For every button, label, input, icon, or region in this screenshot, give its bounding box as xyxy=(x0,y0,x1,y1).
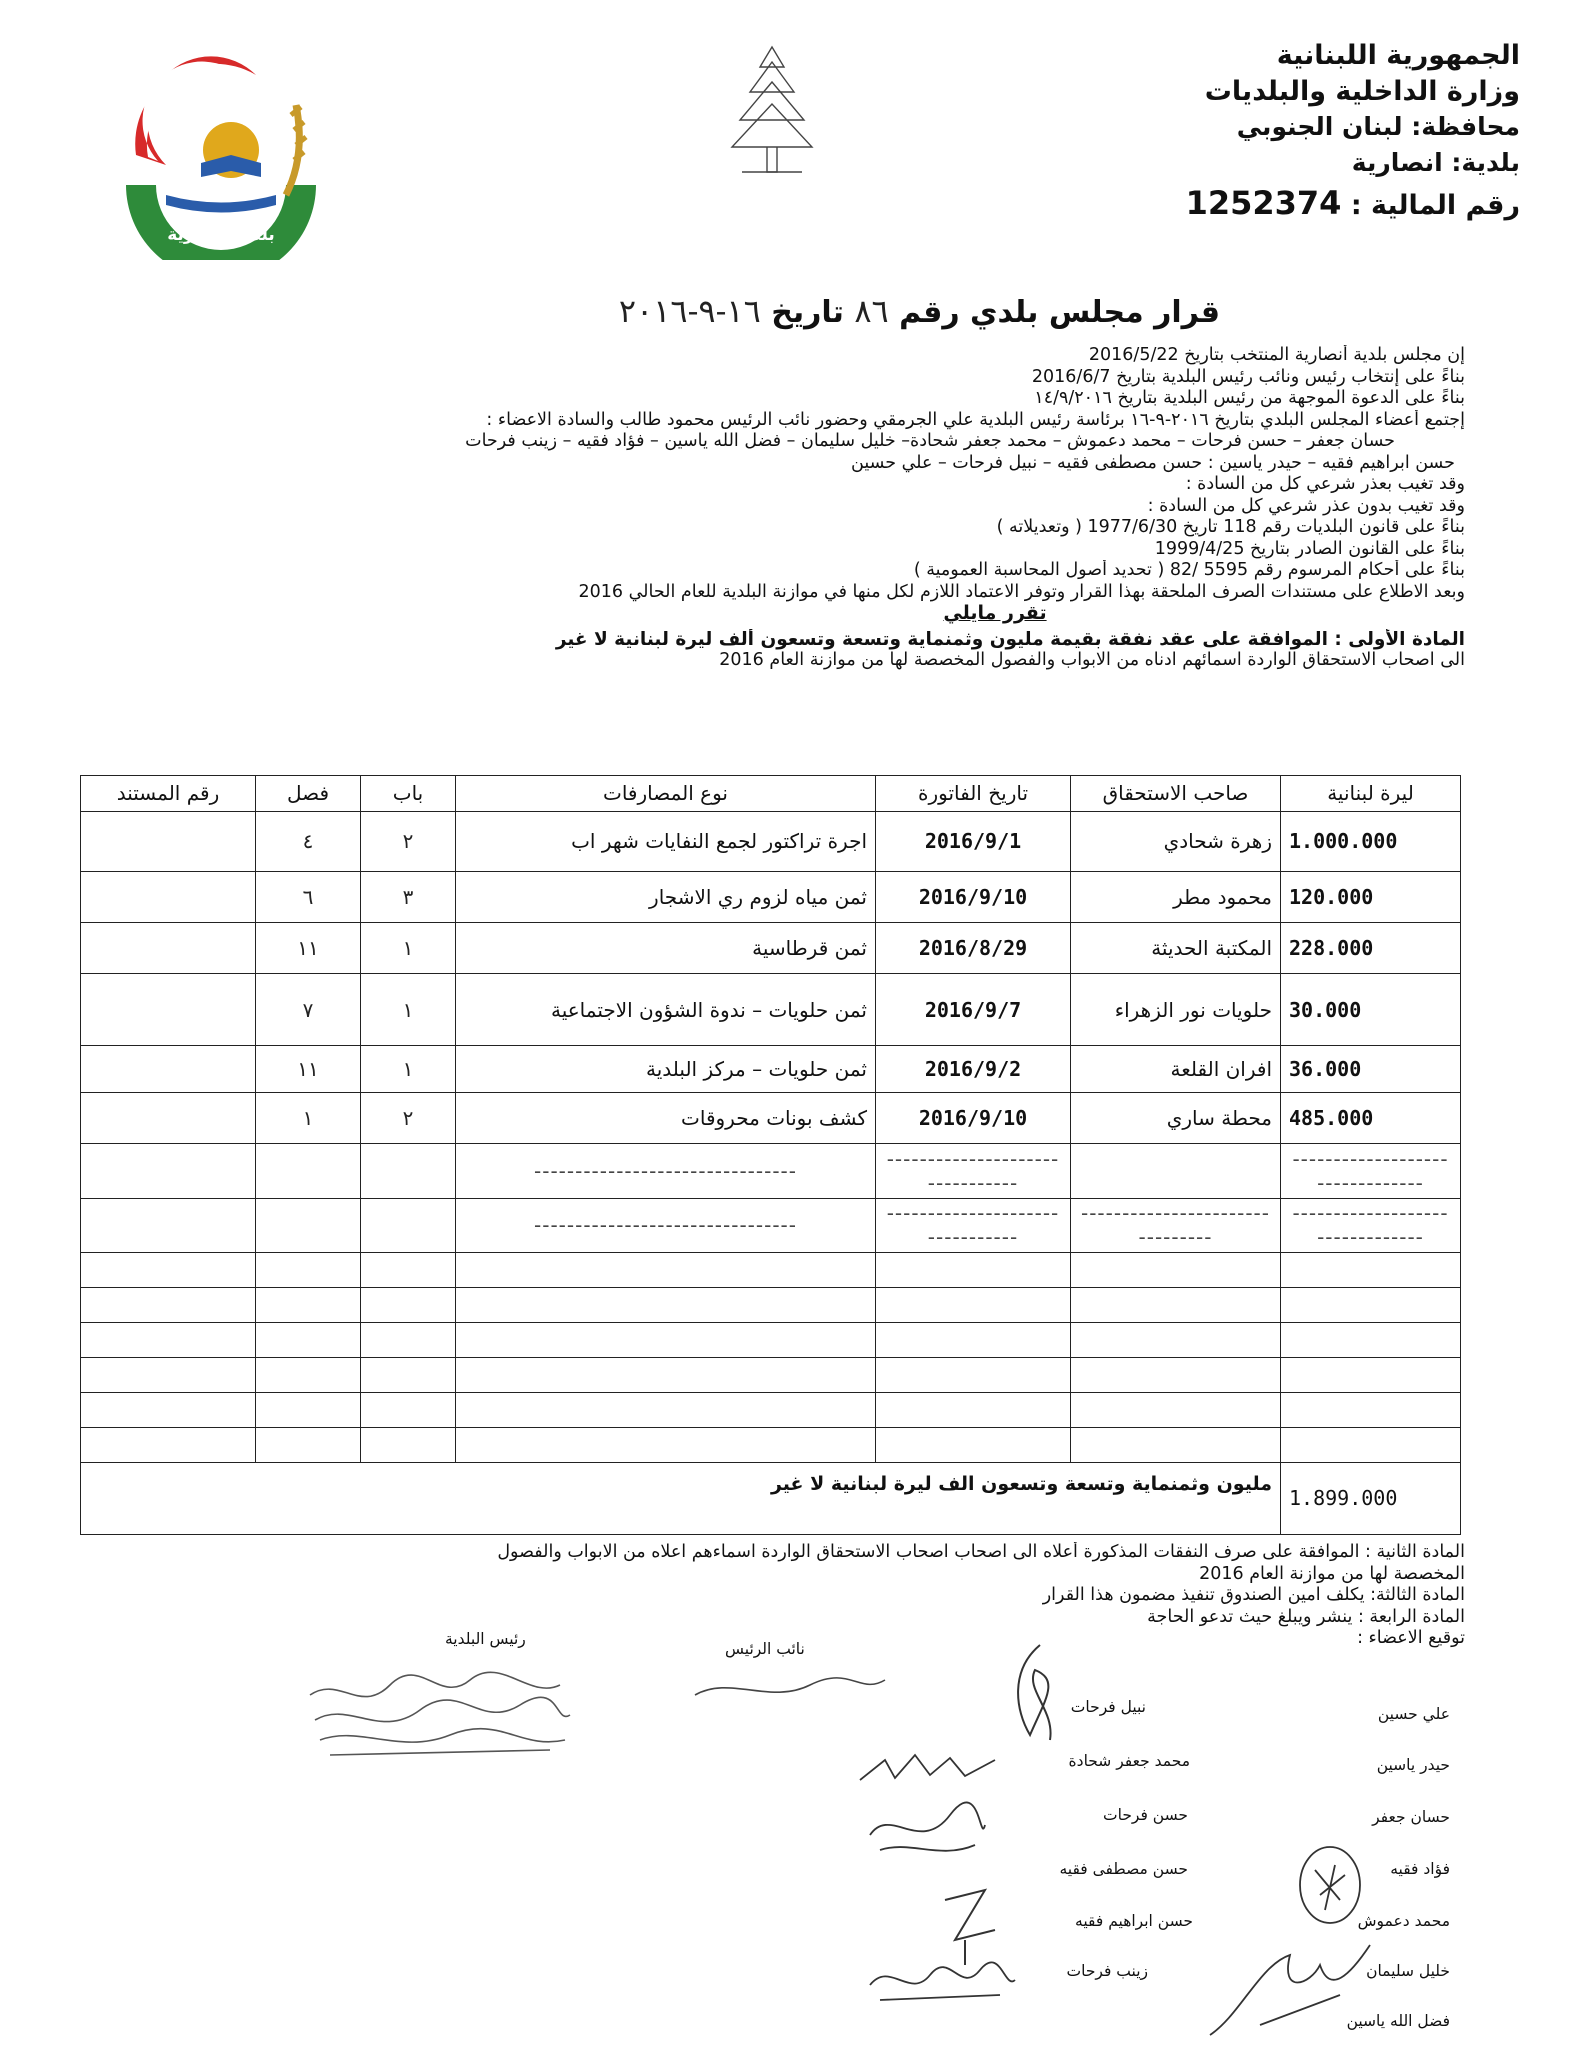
member-name: علي حسين xyxy=(1377,1705,1450,1723)
row-section: ١١ xyxy=(256,1046,361,1092)
row-document-no xyxy=(81,1046,256,1092)
mayor-signature xyxy=(300,1655,580,1775)
header-document-no: رقم المستند xyxy=(81,776,256,812)
municipality-name: بلدية: انصارية xyxy=(1351,148,1520,177)
finance-label: رقم المالية : xyxy=(1350,190,1520,221)
table-row xyxy=(81,1092,1461,1143)
empty-cell xyxy=(361,1198,456,1253)
municipality-logo xyxy=(106,45,336,260)
row-beneficiary: زهرة شحادي xyxy=(1071,811,1281,871)
preamble-line: بناءً على قانون البلديات رقم 118 تاريخ 1977/6/30 ( وتعديلاته ) xyxy=(996,517,1465,537)
preamble-line: بناءً على إنتخاب رئيس ونائب رئيس البلدية بتاريخ 2016/6/7 xyxy=(1031,366,1465,387)
expense-table xyxy=(80,775,1461,1535)
row-expense-type: ثمن قرطاسية xyxy=(456,923,876,974)
member-signature xyxy=(860,1950,1020,2010)
governorate-name: محافظة: لبنان الجنوبي xyxy=(1236,112,1520,141)
row-expense-type: ثمن مياه لزوم ري الاشجار xyxy=(456,871,876,922)
ministry-name: وزارة الداخلية والبلديات xyxy=(1204,76,1520,107)
table-row xyxy=(81,923,1461,974)
row-beneficiary: حلويات نور الزهراء xyxy=(1071,974,1281,1046)
member-name: زينب فرحات xyxy=(1066,1962,1148,1980)
title-date-label: تاريخ xyxy=(771,295,844,330)
row-chapter: ١ xyxy=(361,923,456,974)
preamble-line: بناءً على أحكام المرسوم رقم 5595 /82 ( تحديد أصول المحاسبة العمومية ) xyxy=(913,560,1465,580)
member-name: حيدر ياسين xyxy=(1376,1756,1450,1774)
row-section: ٤ xyxy=(256,811,361,871)
article-two-line: المخصصة لها من موازنة العام 2016 xyxy=(1199,1563,1465,1584)
placeholder-cell: -------------------------------- xyxy=(456,1144,876,1199)
row-document-no xyxy=(81,923,256,974)
table-row xyxy=(81,871,1461,922)
empty-cell xyxy=(81,1144,256,1199)
logo-emblem-icon xyxy=(106,45,336,260)
member-name: نبيل فرحات xyxy=(1070,1698,1146,1716)
placeholder-cell: -------------------------------- xyxy=(1281,1144,1461,1199)
members-signature-label: توقيع الاعضاء : xyxy=(1357,1628,1465,1648)
finance-number: 1252374 xyxy=(1185,184,1342,222)
row-document-no xyxy=(81,871,256,922)
header-block xyxy=(1185,40,1520,224)
preamble-line: حسن ابراهيم فقيه – حيدر ياسين : حسن مصطفى فقيه – نبيل فرحات – علي حسين xyxy=(851,452,1455,473)
title-number-handwritten: ٨٦ xyxy=(854,292,889,330)
row-document-no xyxy=(81,811,256,871)
table-row-empty xyxy=(81,1392,1461,1427)
preamble-line: وبعد الاطلاع على مستندات الصرف الملحقة بهذا القرار وتوفر الاعتماد اللازم لكل منها في موازنة البلدية للعام الحالي 2016 xyxy=(578,581,1465,602)
member-name: حسن ابراهيم فقيه xyxy=(1075,1912,1193,1930)
table-row-empty xyxy=(81,1323,1461,1358)
row-amount: 30.000 xyxy=(1281,974,1461,1046)
empty-cell xyxy=(81,1198,256,1253)
header-amount: ليرة لبنانية xyxy=(1281,776,1461,812)
row-expense-type: كشف بونات محروقات xyxy=(456,1092,876,1143)
total-in-words: مليون وثمنماية وتسعة وتسعون الف ليرة لبنانية لا غير xyxy=(81,1462,1281,1534)
row-beneficiary: محمود مطر xyxy=(1071,871,1281,922)
row-invoice-date: 2016/9/10 xyxy=(876,871,1071,922)
preamble-line: إجتمع أعضاء المجلس البلدي بتاريخ ٢٠١٦-٩-١٦ برئاسة رئيس البلدية علي الجرمقي وحضور نائب الرئيس محمود طالب والسادة الاعضاء : xyxy=(486,409,1465,430)
table-row xyxy=(81,811,1461,871)
preamble xyxy=(165,345,1465,672)
preamble-line: حسان جعفر – حسن فرحات – محمد دعموش – محمد جعفر شحادة– خليل سليمان – فضل الله ياسين – فؤاد فقيه – زينب فرحات xyxy=(465,431,1395,451)
placeholder-cell: -------------------------------- xyxy=(1071,1198,1281,1253)
member-signature xyxy=(1290,1840,1370,1930)
article-two-line: المادة الثانية : الموافقة على صرف النفقات المذكورة أعلاه الى اصحاب اصحاب الاستحقاق الواردة اسماءهم اعلاه من الابواب والفصول xyxy=(497,1542,1465,1562)
member-name: حسن فرحات xyxy=(1103,1806,1188,1824)
row-amount: 485.000 xyxy=(1281,1092,1461,1143)
row-beneficiary: محطة ساري xyxy=(1071,1092,1281,1143)
member-name: خليل سليمان xyxy=(1366,1962,1450,1980)
row-amount: 228.000 xyxy=(1281,923,1461,974)
member-name: فضل الله ياسين xyxy=(1346,2012,1450,2030)
member-signature xyxy=(860,1795,990,1865)
member-name: حسن مصطفى فقيه xyxy=(1059,1860,1188,1878)
cedar-emblem xyxy=(722,42,822,177)
member-name: فؤاد فقيه xyxy=(1390,1860,1450,1878)
article-three-line: المادة الثالثة: يكلف امين الصندوق تنفيذ مضمون هذا القرار xyxy=(1042,1585,1465,1605)
mayor-label: رئيس البلدية xyxy=(445,1630,526,1648)
row-expense-type: ثمن حلويات – مركز البلدية xyxy=(456,1046,876,1092)
preamble-line: إن مجلس بلدية أنصارية المنتخب بتاريخ 2016/5/22 xyxy=(1088,345,1465,365)
article-one-line: الى اصحاب الاستحقاق الواردة اسمائهم ادناه من الابواب والفصول المخصصة لها من موازنة العام 2016 xyxy=(719,650,1465,670)
row-expense-type: ثمن حلويات – ندوة الشؤون الاجتماعية xyxy=(456,974,876,1046)
row-chapter: ٢ xyxy=(361,1092,456,1143)
row-amount: 1.000.000 xyxy=(1281,811,1461,871)
header-expense-type: نوع المصارفات xyxy=(456,776,876,812)
empty-cell xyxy=(1071,1144,1281,1199)
svg-text:بلدية أنصارية: بلدية أنصارية xyxy=(167,225,275,245)
table-row-empty xyxy=(81,1288,1461,1323)
preamble-line: بناءً على القانون الصادر بتاريخ 1999/4/25 xyxy=(1154,538,1465,559)
preamble-line: وقد تغيب بدون عذر شرعي كل من السادة : xyxy=(1147,495,1465,516)
table-row-empty xyxy=(81,1427,1461,1462)
row-amount: 36.000 xyxy=(1281,1046,1461,1092)
member-signature xyxy=(1200,1935,1380,2045)
finance-number-line xyxy=(1185,184,1520,224)
decision-heading: تقرر مايلي xyxy=(943,603,1047,624)
deputy-label: نائب الرئيس xyxy=(725,1640,805,1658)
placeholder-cell: -------------------------------- xyxy=(1281,1198,1461,1253)
row-section: ٦ xyxy=(256,871,361,922)
row-chapter: ١ xyxy=(361,974,456,1046)
republic-name: الجمهورية اللبنانية xyxy=(1276,40,1520,71)
member-signature xyxy=(855,1740,1005,1790)
header-invoice-date: تاريخ الفاتورة xyxy=(876,776,1071,812)
article-one-line: المادة الأولى : الموافقة على عقد نفقة بقيمة مليون وثمنماية وتسعة وتسعون ألف ليرة لبنانية لا غير xyxy=(555,628,1465,650)
member-signature xyxy=(1000,1640,1070,1750)
decision-title xyxy=(460,292,1220,330)
table-header-row xyxy=(81,776,1461,812)
placeholder-cell: -------------------------------- xyxy=(876,1198,1071,1253)
row-section: ١ xyxy=(256,1092,361,1143)
header-chapter: باب xyxy=(361,776,456,812)
row-invoice-date: 2016/9/10 xyxy=(876,1092,1071,1143)
row-beneficiary: افران القلعة xyxy=(1071,1046,1281,1092)
empty-cell xyxy=(361,1144,456,1199)
row-section: ٧ xyxy=(256,974,361,1046)
table-row xyxy=(81,974,1461,1046)
title-printed: قرار مجلس بلدي رقم xyxy=(899,295,1220,330)
header-section: فصل xyxy=(256,776,361,812)
row-chapter: ٣ xyxy=(361,871,456,922)
title-date-handwritten: ١٦-٩-٢٠١٦ xyxy=(618,292,761,330)
row-chapter: ٢ xyxy=(361,811,456,871)
row-section: ١١ xyxy=(256,923,361,974)
row-document-no xyxy=(81,1092,256,1143)
row-invoice-date: 2016/9/1 xyxy=(876,811,1071,871)
member-name: محمد جعفر شحادة xyxy=(1068,1752,1190,1770)
placeholder-cell: -------------------------------- xyxy=(876,1144,1071,1199)
table-row xyxy=(81,1046,1461,1092)
article-four-line: المادة الرابعة : ينشر ويبلغ حيث تدعو الحاجة xyxy=(1147,1606,1465,1627)
table-row-empty xyxy=(81,1253,1461,1288)
member-name: حسان جعفر xyxy=(1372,1808,1450,1826)
row-amount: 120.000 xyxy=(1281,871,1461,922)
row-beneficiary: المكتبة الحديثة xyxy=(1071,923,1281,974)
table-row-placeholder xyxy=(81,1144,1461,1199)
total-amount: 1.899.000 xyxy=(1281,1462,1461,1534)
header-beneficiary: صاحب الاستحقاق xyxy=(1071,776,1281,812)
placeholder-cell: -------------------------------- xyxy=(456,1198,876,1253)
row-invoice-date: 2016/8/29 xyxy=(876,923,1071,974)
closing-articles xyxy=(165,1542,1465,1650)
row-invoice-date: 2016/9/2 xyxy=(876,1046,1071,1092)
preamble-line: بناءً على الدعوة الموجهة من رئيس البلدية بتاريخ ١٤/٩/٢٠١٦ xyxy=(1034,388,1465,408)
member-name: محمد دعموش xyxy=(1357,1912,1450,1930)
row-chapter: ١ xyxy=(361,1046,456,1092)
row-document-no xyxy=(81,974,256,1046)
table-row-empty xyxy=(81,1358,1461,1393)
cedar-tree-icon xyxy=(722,42,822,177)
preamble-line: وقد تغيب بعذر شرعي كل من السادة : xyxy=(1185,474,1465,494)
table-total-row xyxy=(81,1462,1461,1534)
empty-cell xyxy=(256,1198,361,1253)
row-expense-type: اجرة تراكتور لجمع النفايات شهر اب xyxy=(456,811,876,871)
deputy-signature xyxy=(690,1665,890,1715)
table-row-placeholder xyxy=(81,1198,1461,1253)
empty-cell xyxy=(256,1144,361,1199)
row-invoice-date: 2016/9/7 xyxy=(876,974,1071,1046)
